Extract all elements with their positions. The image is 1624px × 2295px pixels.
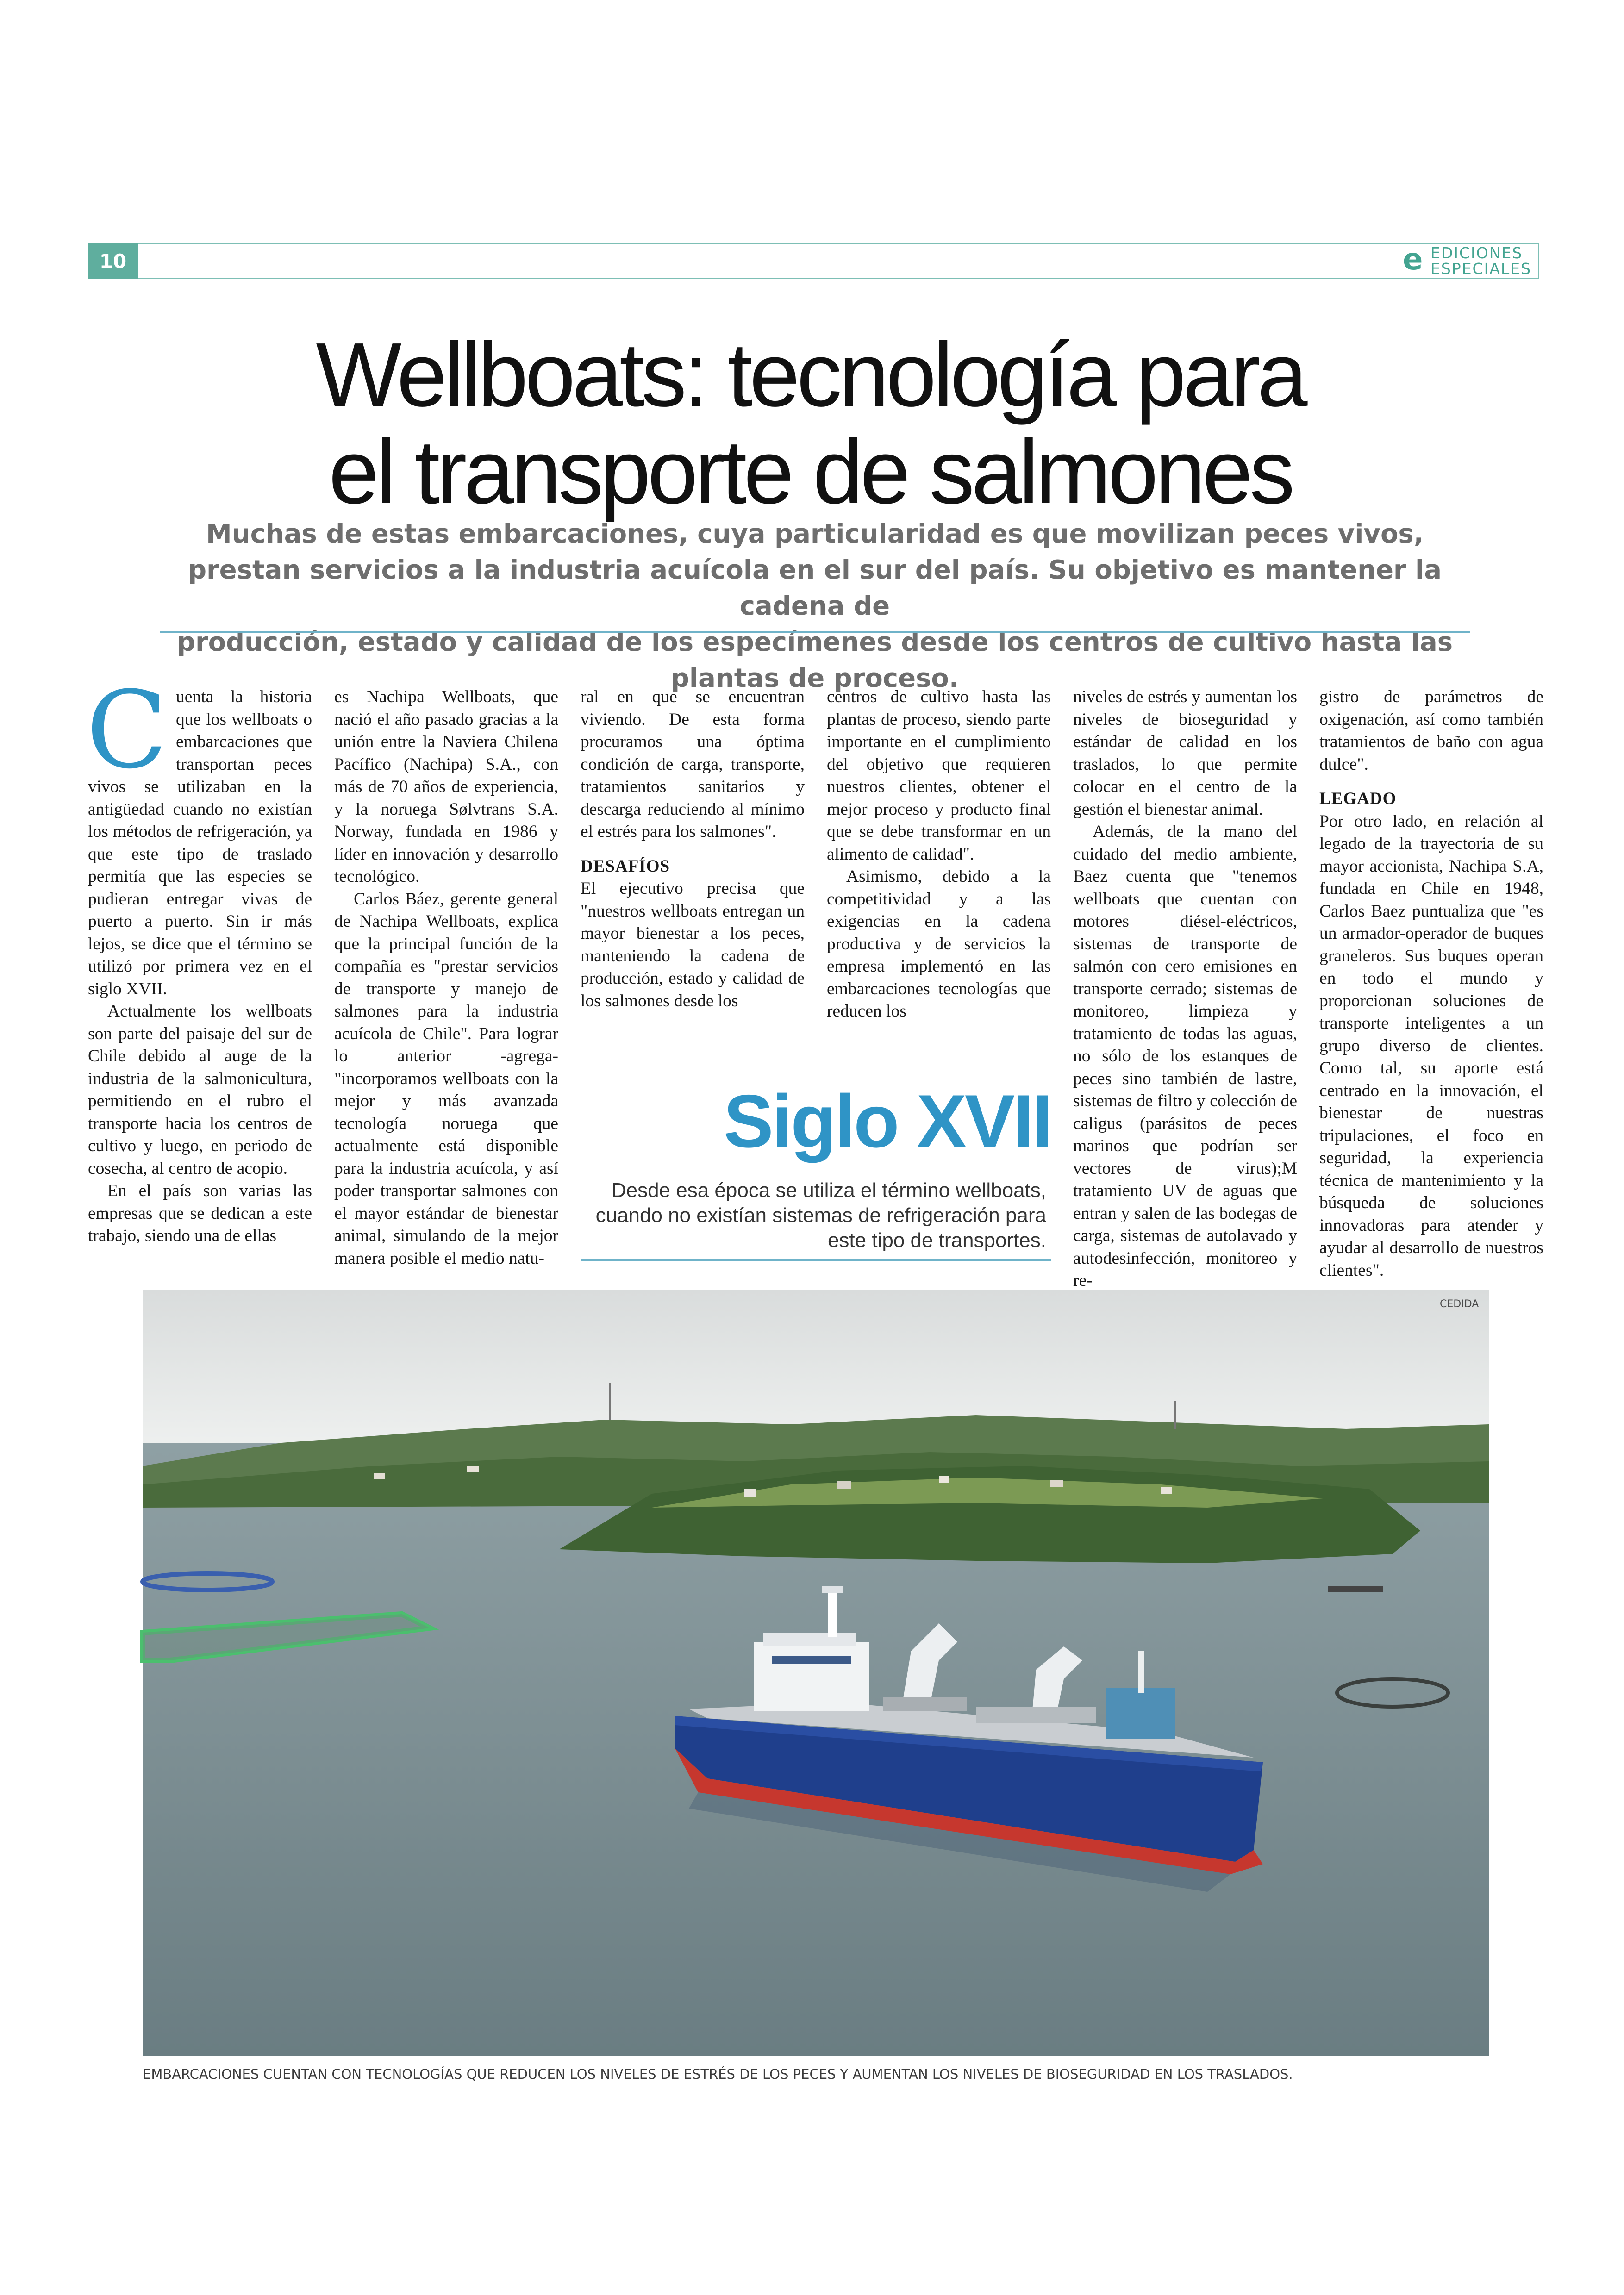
ediciones-especiales-logo: [1403, 243, 1542, 279]
headline-line-2: el transporte de salmones: [328, 421, 1292, 523]
body-paragraph: Por otro lado, en relación al legado de la trayectoria de su mayor accionista, Nachipa S.A, fundada en Chile en 1948, Carlos Baez puntualiza que "es un armador-operador de buques graneleros. Sus buques operan en todo el mundo y proporcionan soluciones de transporte inteligentes a un grupo diverso de clientes. Como tal, su aporte está centrado en la innovación, el bienestar de nuestras tripulaciones, el foco en seguridad, la experiencia técnica de mantenimiento y la búsqueda de soluciones innovadoras para atender y ayudar al desarrollo de nuestros clientes".: [1319, 811, 1543, 1280]
body-column-6: [1319, 686, 1543, 1280]
body-paragraph: Actualmente los wellboats son parte del paisaje del sur de Chile debido al auge de la industria de la salmonicultura, permitiendo en el rubro el transporte hacia los centros de cultivo y luego, en periodo de cosecha, al centro de acopio.: [88, 1002, 312, 1178]
paragraph-text: uenta la historia que los wellboats o embarcaciones que transportan peces vivos se utilizaban en la antigüedad cuando no existían los métodos de refrigeración, ya que este tipo de traslado permitía que las especies se pudieran entregar vivas de puerto a puerto. Sin ir más lejos, se dice que el término se utilizó por primera vez en el siglo XVII.: [88, 687, 312, 998]
body-paragraph: gistro de parámetros de oxigenación, así como también tratamientos de baño con agua dulce".: [1319, 687, 1543, 774]
pullquote-title: Siglo XVII: [723, 1079, 1051, 1163]
drop-cap: C: [86, 669, 168, 792]
wellboat-photo-illustration: [143, 1290, 1489, 2056]
body-paragraph: centros de cultivo hasta las plantas de proceso, siendo parte importante en el cumplimiento del objetivo que requieren nuestros clientes, obtener el mejor proceso y producto final que se debe transformar en un alimento de calidad".: [827, 687, 1051, 864]
page-number: 10: [88, 243, 138, 279]
brand-e-icon: e: [1403, 243, 1423, 277]
deck-divider: [160, 631, 1470, 633]
brand-line-especiales: ESPECIALES: [1430, 260, 1532, 278]
body-column-2: [334, 686, 558, 1274]
subhead-legado: LEGADO: [1319, 789, 1397, 808]
body-paragraph: ral en que se encuentran viviendo. De esta forma procuramos una óptima condición de carga, transporte, tratamientos sanitarios y descarga reduciendo al mínimo el estrés para los salmones".: [581, 687, 805, 841]
body-paragraph: Además, de la mano del cuidado del medio ambiente, Baez cuenta que "tenemos wellboats que cuentan con motores diésel-eléctricos, sistemas de transporte de salmón con cero emisiones en transporte cerrado; sistemas de monitoreo, limpieza y tratamiento de todas las aguas, no sólo de los estanques de peces sino también de lastre, sistemas de filtro y colección de caligus (parásitos de peces marinos que podrían ser vectores de virus);M tratamiento UV de aguas que entran y salen de las bodegas de carga, sistemas de autolavado y autodesinfección, monitoreo y re-: [1073, 822, 1297, 1290]
section-header-bar: [88, 243, 1539, 279]
body-paragraph: [86, 669, 312, 1000]
body-paragraph: Carlos Báez, gerente general de Nachipa Wellboats, explica que la principal función de la compañía es "prestar servicios de transporte y manejo de salmones para la industria acuícola de Chile". Para lograr lo anterior -agrega- "incorporamos wellboats con la mejor y más avanzada tecnología noruega que actualmente está disponible para la industria acuícola, y así poder transportar salmones con el mayor estándar de bienestar animal, simulando de la mejor manera posible el medio natu-: [334, 889, 558, 1268]
article-deck: [153, 516, 1477, 697]
brand-line-ediciones: EDICIONES: [1430, 244, 1523, 262]
headline-line-1: Wellboats: tecnología para: [316, 324, 1305, 425]
body-paragraph: Asimismo, debido a la competitividad y a las exigencias en la cadena productiva y de servicios la empresa implementó en las embarcaciones tecnologías que reducen los: [827, 867, 1051, 1021]
photo-caption: EMBARCACIONES CUENTAN CON TECNOLOGÍAS QUE REDUCEN LOS NIVELES DE ESTRÉS DE LOS PECES Y AUMENTAN LOS NIVELES DE BIOSEGURIDAD EN LOS TRASLADOS.: [143, 2066, 1293, 2082]
deck-line-1: Muchas de estas embarcaciones, cuya particularidad es que movilizan peces vivos,: [206, 519, 1424, 549]
photo-credit: CEDIDA: [1440, 1298, 1479, 1310]
deck-line-3: producción, estado y calidad de los especímenes desde los centros de cultivo hasta las plantas de proceso.: [176, 627, 1453, 693]
body-column-1: [86, 669, 312, 1274]
body-paragraph: niveles de estrés y aumentan los niveles de bioseguridad y estándar de calidad en los traslados, lo que permite colocar en el centro de la gestión el bienestar animal.: [1073, 687, 1297, 819]
body-column-5: [1073, 686, 1297, 1290]
body-paragraph: El ejecutivo precisa que "nuestros wellboats entregan un mayor bienestar a los peces, manteniendo la cadena de producción, estado y calidad de los salmones desde los: [581, 879, 805, 1010]
subhead-desafios: DESAFÍOS: [581, 856, 670, 876]
wellboat-photo: [143, 1290, 1489, 2056]
body-paragraph: En el país son varias las empresas que se dedican a este trabajo, siendo una de ellas: [88, 1181, 312, 1245]
body-paragraph: es Nachipa Wellboats, que nació el año pasado gracias a la unión entre la Naviera Chilena Pacífico (Nachipa) S.A., con más de 70 años de experiencia, y la noruega Sølvtrans S.A. Norway, fundada en 1986 y líder en innovación y desarrollo tecnológico.: [334, 687, 558, 886]
pullquote-text: Desde esa época se utiliza el término wellboats, cuando no existían sistemas de refrigeración para este tipo de transportes.: [595, 1179, 1046, 1252]
article-headline: [139, 326, 1481, 521]
pullquote-divider: [581, 1259, 1051, 1261]
deck-line-2: prestan servicios a la industria acuícola en el sur del país. Su objetivo es mantener la cadena de: [187, 555, 1442, 621]
